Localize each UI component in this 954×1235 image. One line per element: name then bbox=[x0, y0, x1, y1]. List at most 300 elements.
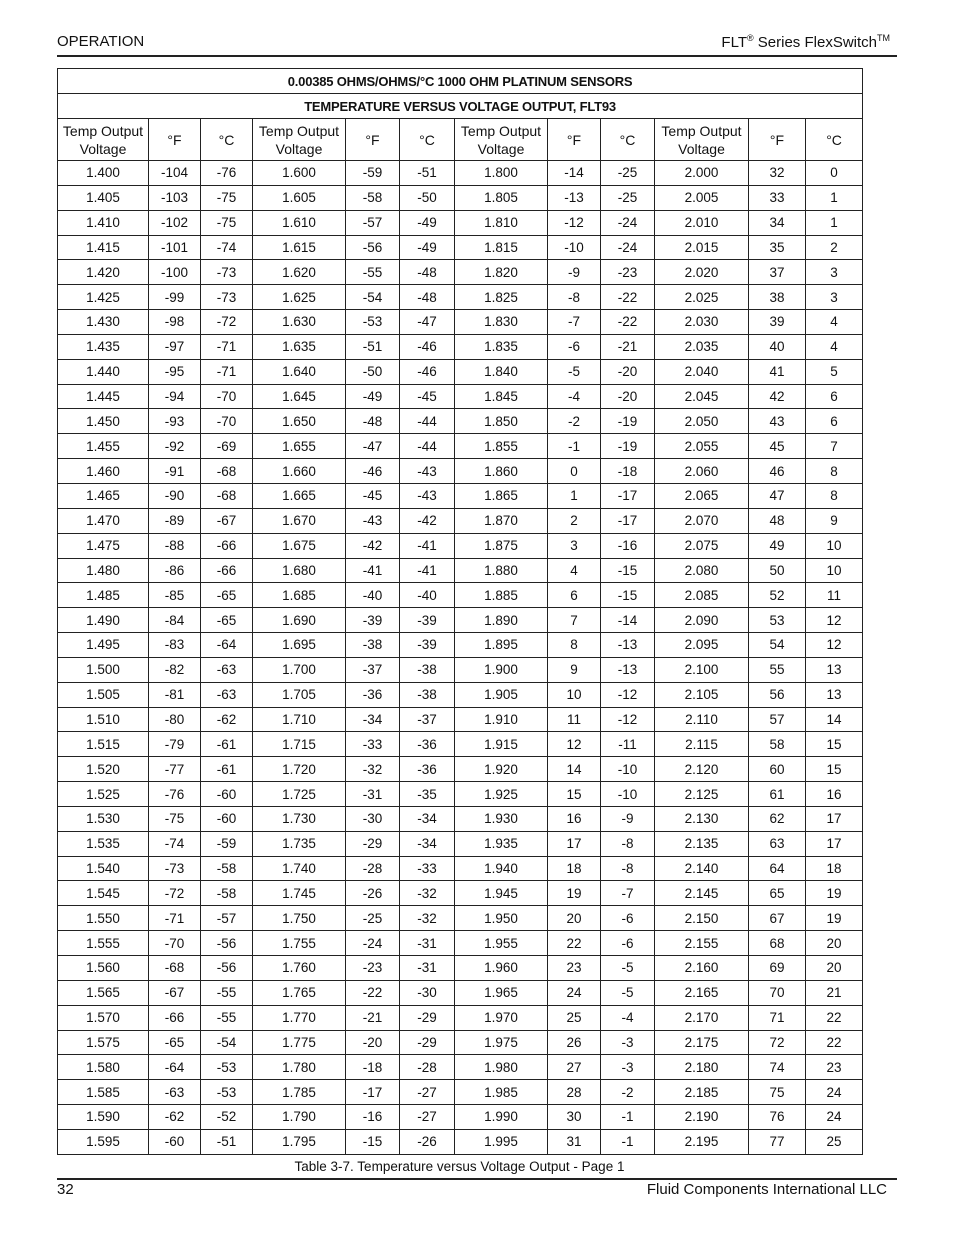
table-cell: 1.680 bbox=[253, 558, 346, 583]
table-cell: 1.900 bbox=[455, 657, 548, 682]
table-cell: -74 bbox=[149, 831, 201, 856]
table-cell: -72 bbox=[149, 881, 201, 906]
table-cell: 39 bbox=[749, 310, 806, 335]
table-cell: -68 bbox=[149, 956, 201, 981]
table-cell: 2.070 bbox=[655, 508, 749, 533]
column-header: Temp Output Voltage bbox=[655, 119, 749, 161]
table-cell: 27 bbox=[548, 1055, 601, 1080]
table-cell: -70 bbox=[201, 384, 253, 409]
table-row bbox=[58, 210, 863, 235]
table-cell: 1.925 bbox=[455, 782, 548, 807]
table-cell: -13 bbox=[601, 633, 655, 658]
table-cell: 1.590 bbox=[58, 1105, 149, 1130]
table-cell: -65 bbox=[201, 583, 253, 608]
table-cell: -42 bbox=[400, 508, 455, 533]
table-cell: -11 bbox=[601, 732, 655, 757]
table-cell: 65 bbox=[749, 881, 806, 906]
table-cell: 22 bbox=[806, 1030, 863, 1055]
table-cell: 23 bbox=[548, 956, 601, 981]
table-cell: -25 bbox=[601, 161, 655, 186]
table-row bbox=[58, 956, 863, 981]
table-cell: 1.895 bbox=[455, 633, 548, 658]
table-cell: 2.115 bbox=[655, 732, 749, 757]
table-cell: 2.015 bbox=[655, 235, 749, 260]
table-cell: 1.715 bbox=[253, 732, 346, 757]
table-cell: -92 bbox=[149, 434, 201, 459]
table-cell: -4 bbox=[548, 384, 601, 409]
table-cell: -36 bbox=[400, 732, 455, 757]
table-cell: -98 bbox=[149, 310, 201, 335]
table-cell: 4 bbox=[806, 310, 863, 335]
table-cell: -15 bbox=[346, 1129, 400, 1154]
table-row bbox=[58, 831, 863, 856]
table-title-line2: TEMPERATURE VERSUS VOLTAGE OUTPUT, FLT93 bbox=[58, 94, 863, 119]
table-cell: 2.040 bbox=[655, 359, 749, 384]
table-cell: -12 bbox=[601, 682, 655, 707]
table-cell: -55 bbox=[346, 260, 400, 285]
table-cell: 2.085 bbox=[655, 583, 749, 608]
table-cell: -51 bbox=[201, 1129, 253, 1154]
table-cell: -38 bbox=[400, 682, 455, 707]
table-cell: -50 bbox=[346, 359, 400, 384]
table-cell: 1.725 bbox=[253, 782, 346, 807]
table-cell: -46 bbox=[346, 459, 400, 484]
table-cell: 76 bbox=[749, 1105, 806, 1130]
table-cell: -95 bbox=[149, 359, 201, 384]
table-cell: 12 bbox=[806, 633, 863, 658]
table-cell: 1.970 bbox=[455, 1005, 548, 1030]
table-cell: -41 bbox=[400, 558, 455, 583]
table-cell: 1.935 bbox=[455, 831, 548, 856]
table-cell: 10 bbox=[806, 558, 863, 583]
table-cell: 1.975 bbox=[455, 1030, 548, 1055]
table-cell: 1.570 bbox=[58, 1005, 149, 1030]
table-cell: 25 bbox=[548, 1005, 601, 1030]
table-cell: 12 bbox=[806, 608, 863, 633]
table-row bbox=[58, 583, 863, 608]
table-cell: -27 bbox=[400, 1105, 455, 1130]
table-cell: 42 bbox=[749, 384, 806, 409]
table-cell: 2 bbox=[548, 508, 601, 533]
table-cell: -62 bbox=[149, 1105, 201, 1130]
table-cell: -45 bbox=[400, 384, 455, 409]
table-cell: -71 bbox=[201, 334, 253, 359]
table-cell: -70 bbox=[149, 931, 201, 956]
table-cell: -33 bbox=[400, 856, 455, 881]
table-cell: -58 bbox=[346, 185, 400, 210]
table-cell: -49 bbox=[400, 210, 455, 235]
table-row bbox=[58, 980, 863, 1005]
table-row bbox=[58, 359, 863, 384]
table-row bbox=[58, 657, 863, 682]
table-cell: 3 bbox=[548, 533, 601, 558]
table-cell: 1.640 bbox=[253, 359, 346, 384]
table-body bbox=[58, 161, 863, 1155]
table-row bbox=[58, 906, 863, 931]
temperature-voltage-table bbox=[57, 68, 863, 1155]
table-cell: -46 bbox=[400, 334, 455, 359]
table-cell: 1.995 bbox=[455, 1129, 548, 1154]
table-cell: -56 bbox=[346, 235, 400, 260]
table-cell: 21 bbox=[806, 980, 863, 1005]
table-cell: -67 bbox=[201, 508, 253, 533]
table-cell: 2.155 bbox=[655, 931, 749, 956]
table-cell: 19 bbox=[806, 906, 863, 931]
table-row bbox=[58, 334, 863, 359]
table-cell: 18 bbox=[806, 856, 863, 881]
table-cell: 71 bbox=[749, 1005, 806, 1030]
table-cell: 2.110 bbox=[655, 707, 749, 732]
table-cell: 7 bbox=[806, 434, 863, 459]
table-cell: -56 bbox=[201, 956, 253, 981]
table-cell: 2.010 bbox=[655, 210, 749, 235]
table-cell: -18 bbox=[346, 1055, 400, 1080]
table-cell: 15 bbox=[806, 757, 863, 782]
table-cell: 1.490 bbox=[58, 608, 149, 633]
table-row bbox=[58, 732, 863, 757]
table-cell: 11 bbox=[806, 583, 863, 608]
table-row bbox=[58, 1129, 863, 1154]
table-cell: -8 bbox=[601, 831, 655, 856]
table-cell: 1.960 bbox=[455, 956, 548, 981]
table-cell: 2.090 bbox=[655, 608, 749, 633]
table-cell: 63 bbox=[749, 831, 806, 856]
table-cell: -64 bbox=[149, 1055, 201, 1080]
table-cell: -17 bbox=[601, 508, 655, 533]
table-cell: -56 bbox=[201, 931, 253, 956]
table-cell: -81 bbox=[149, 682, 201, 707]
table-cell: 1.905 bbox=[455, 682, 548, 707]
table-cell: -35 bbox=[400, 782, 455, 807]
table-cell: -10 bbox=[548, 235, 601, 260]
table-cell: 2.095 bbox=[655, 633, 749, 658]
table-cell: 1.985 bbox=[455, 1080, 548, 1105]
table-cell: -94 bbox=[149, 384, 201, 409]
table-row bbox=[58, 881, 863, 906]
table-cell: 1.465 bbox=[58, 483, 149, 508]
column-header: Temp Output Voltage bbox=[455, 119, 548, 161]
table-cell: 2.005 bbox=[655, 185, 749, 210]
table-cell: 26 bbox=[548, 1030, 601, 1055]
table-cell: 20 bbox=[806, 931, 863, 956]
table-cell: -20 bbox=[601, 384, 655, 409]
table-cell: -26 bbox=[400, 1129, 455, 1154]
table-cell: -2 bbox=[601, 1080, 655, 1105]
table-cell: -15 bbox=[601, 558, 655, 583]
table-cell: 1.710 bbox=[253, 707, 346, 732]
table-row bbox=[58, 508, 863, 533]
trademark-mark: TM bbox=[877, 33, 890, 43]
table-cell: -29 bbox=[400, 1030, 455, 1055]
table-cell: -102 bbox=[149, 210, 201, 235]
table-cell: 1.450 bbox=[58, 409, 149, 434]
table-cell: 1.555 bbox=[58, 931, 149, 956]
table-cell: 48 bbox=[749, 508, 806, 533]
table-cell: 2.065 bbox=[655, 483, 749, 508]
table-cell: 19 bbox=[548, 881, 601, 906]
table-cell: 1.810 bbox=[455, 210, 548, 235]
table-cell: 1.495 bbox=[58, 633, 149, 658]
table-cell: -40 bbox=[346, 583, 400, 608]
table-cell: 1.730 bbox=[253, 806, 346, 831]
table-cell: 2 bbox=[806, 235, 863, 260]
table-cell: 1.940 bbox=[455, 856, 548, 881]
column-header-row bbox=[58, 119, 863, 161]
table-cell: -31 bbox=[400, 931, 455, 956]
table-cell: 50 bbox=[749, 558, 806, 583]
table-cell: -28 bbox=[400, 1055, 455, 1080]
table-cell: 1.865 bbox=[455, 483, 548, 508]
table-cell: -9 bbox=[601, 806, 655, 831]
table-cell: -37 bbox=[346, 657, 400, 682]
table-cell: -58 bbox=[201, 856, 253, 881]
table-row bbox=[58, 1105, 863, 1130]
table-cell: -16 bbox=[601, 533, 655, 558]
table-cell: 2.050 bbox=[655, 409, 749, 434]
table-cell: 8 bbox=[806, 483, 863, 508]
table-cell: -77 bbox=[149, 757, 201, 782]
table-cell: 2.135 bbox=[655, 831, 749, 856]
table-cell: 58 bbox=[749, 732, 806, 757]
table-cell: 1.805 bbox=[455, 185, 548, 210]
table-cell: -86 bbox=[149, 558, 201, 583]
table-row bbox=[58, 633, 863, 658]
table-cell: -33 bbox=[346, 732, 400, 757]
table-cell: 54 bbox=[749, 633, 806, 658]
table-cell: -47 bbox=[346, 434, 400, 459]
table-cell: 2.140 bbox=[655, 856, 749, 881]
table-cell: 1.835 bbox=[455, 334, 548, 359]
table-cell: -6 bbox=[548, 334, 601, 359]
table-cell: 1.400 bbox=[58, 161, 149, 186]
table-cell: -63 bbox=[201, 657, 253, 682]
section-title: OPERATION bbox=[57, 33, 145, 50]
table-cell: -5 bbox=[601, 956, 655, 981]
table-cell: -21 bbox=[346, 1005, 400, 1030]
table-cell: 16 bbox=[548, 806, 601, 831]
table-cell: 1.550 bbox=[58, 906, 149, 931]
table-cell: -90 bbox=[149, 483, 201, 508]
table-cell: -38 bbox=[346, 633, 400, 658]
table-cell: 1.665 bbox=[253, 483, 346, 508]
table-cell: 1.760 bbox=[253, 956, 346, 981]
table-cell: 14 bbox=[806, 707, 863, 732]
table-cell: -9 bbox=[548, 260, 601, 285]
table-cell: 2.035 bbox=[655, 334, 749, 359]
table-cell: 3 bbox=[806, 260, 863, 285]
table-cell: 1 bbox=[806, 210, 863, 235]
table-cell: -23 bbox=[346, 956, 400, 981]
table-cell: 4 bbox=[548, 558, 601, 583]
table-cell: -73 bbox=[201, 285, 253, 310]
table-cell: 16 bbox=[806, 782, 863, 807]
table-cell: -25 bbox=[346, 906, 400, 931]
table-cell: -41 bbox=[346, 558, 400, 583]
table-cell: 24 bbox=[548, 980, 601, 1005]
table-cell: 7 bbox=[548, 608, 601, 633]
table-cell: -69 bbox=[201, 434, 253, 459]
table-cell: -32 bbox=[400, 881, 455, 906]
table-cell: -3 bbox=[601, 1030, 655, 1055]
table-row bbox=[58, 459, 863, 484]
table-row bbox=[58, 782, 863, 807]
table-cell: -75 bbox=[201, 185, 253, 210]
table-cell: 12 bbox=[548, 732, 601, 757]
table-cell: 1.455 bbox=[58, 434, 149, 459]
table-cell: -88 bbox=[149, 533, 201, 558]
table-cell: -79 bbox=[149, 732, 201, 757]
table-cell: -12 bbox=[548, 210, 601, 235]
table-cell: -59 bbox=[201, 831, 253, 856]
table-cell: 2.180 bbox=[655, 1055, 749, 1080]
table-cell: 1.610 bbox=[253, 210, 346, 235]
table-cell: 1.815 bbox=[455, 235, 548, 260]
table-cell: 1.955 bbox=[455, 931, 548, 956]
table-cell: -8 bbox=[548, 285, 601, 310]
table-cell: 40 bbox=[749, 334, 806, 359]
table-cell: 17 bbox=[806, 831, 863, 856]
column-header: °C bbox=[400, 119, 455, 161]
table-cell: -76 bbox=[149, 782, 201, 807]
table-row bbox=[58, 1080, 863, 1105]
table-cell: -85 bbox=[149, 583, 201, 608]
table-cell: -23 bbox=[601, 260, 655, 285]
table-cell: -74 bbox=[201, 235, 253, 260]
table-cell: 1.560 bbox=[58, 956, 149, 981]
table-cell: -13 bbox=[548, 185, 601, 210]
table-cell: 1.920 bbox=[455, 757, 548, 782]
table-cell: -28 bbox=[346, 856, 400, 881]
table-cell: -43 bbox=[346, 508, 400, 533]
column-header: °F bbox=[749, 119, 806, 161]
table-cell: -39 bbox=[346, 608, 400, 633]
table-cell: 1.780 bbox=[253, 1055, 346, 1080]
table-cell: 1.775 bbox=[253, 1030, 346, 1055]
table-cell: 1.480 bbox=[58, 558, 149, 583]
table-cell: 13 bbox=[806, 682, 863, 707]
table-cell: 1.885 bbox=[455, 583, 548, 608]
table-row bbox=[58, 533, 863, 558]
table-cell: 2.175 bbox=[655, 1030, 749, 1055]
table-cell: -10 bbox=[601, 757, 655, 782]
table-cell: 1 bbox=[806, 185, 863, 210]
column-header: °C bbox=[806, 119, 863, 161]
table-cell: -53 bbox=[201, 1080, 253, 1105]
table-cell: 2.195 bbox=[655, 1129, 749, 1154]
table-cell: -49 bbox=[346, 384, 400, 409]
table-cell: -41 bbox=[400, 533, 455, 558]
table-cell: -26 bbox=[346, 881, 400, 906]
table-cell: 1.545 bbox=[58, 881, 149, 906]
table-cell: -84 bbox=[149, 608, 201, 633]
table-cell: 34 bbox=[749, 210, 806, 235]
table-row bbox=[58, 707, 863, 732]
table-row bbox=[58, 260, 863, 285]
table-cell: 1.420 bbox=[58, 260, 149, 285]
table-cell: -71 bbox=[149, 906, 201, 931]
table-cell: -34 bbox=[400, 831, 455, 856]
table-cell: -38 bbox=[400, 657, 455, 682]
table-cell: 10 bbox=[548, 682, 601, 707]
table-cell: -31 bbox=[346, 782, 400, 807]
table-cell: 17 bbox=[548, 831, 601, 856]
table-cell: -36 bbox=[400, 757, 455, 782]
table-cell: -29 bbox=[346, 831, 400, 856]
table-cell: 56 bbox=[749, 682, 806, 707]
table-cell: -40 bbox=[400, 583, 455, 608]
table-cell: 1.470 bbox=[58, 508, 149, 533]
table-cell: 1.580 bbox=[58, 1055, 149, 1080]
table-cell: 1.840 bbox=[455, 359, 548, 384]
table-cell: 1.875 bbox=[455, 533, 548, 558]
table-cell: 68 bbox=[749, 931, 806, 956]
table-cell: 1.520 bbox=[58, 757, 149, 782]
table-cell: 53 bbox=[749, 608, 806, 633]
page-number: 32 bbox=[57, 1181, 74, 1198]
table-cell: 2.075 bbox=[655, 533, 749, 558]
table-cell: -73 bbox=[149, 856, 201, 881]
table-cell: 57 bbox=[749, 707, 806, 732]
table-cell: 15 bbox=[806, 732, 863, 757]
table-row bbox=[58, 558, 863, 583]
table-cell: -76 bbox=[201, 161, 253, 186]
column-header: Temp Output Voltage bbox=[253, 119, 346, 161]
table-cell: 1.620 bbox=[253, 260, 346, 285]
table-cell: -52 bbox=[201, 1105, 253, 1130]
table-cell: -39 bbox=[400, 608, 455, 633]
table-cell: 1.720 bbox=[253, 757, 346, 782]
table-cell: 1.890 bbox=[455, 608, 548, 633]
table-cell: -60 bbox=[149, 1129, 201, 1154]
table-cell: 62 bbox=[749, 806, 806, 831]
table-cell: 2.025 bbox=[655, 285, 749, 310]
table-cell: 1.755 bbox=[253, 931, 346, 956]
table-caption: Table 3-7. Temperature versus Voltage Output - Page 1 bbox=[294, 1159, 625, 1174]
table-cell: 1.790 bbox=[253, 1105, 346, 1130]
table-cell: -55 bbox=[201, 1005, 253, 1030]
table-cell: -61 bbox=[201, 757, 253, 782]
table-cell: 1.505 bbox=[58, 682, 149, 707]
table-cell: 1.615 bbox=[253, 235, 346, 260]
table-cell: -14 bbox=[601, 608, 655, 633]
table-cell: 2.100 bbox=[655, 657, 749, 682]
table-cell: -75 bbox=[201, 210, 253, 235]
table-row bbox=[58, 161, 863, 186]
table-cell: 60 bbox=[749, 757, 806, 782]
table-cell: -47 bbox=[400, 310, 455, 335]
table-cell: -4 bbox=[601, 1005, 655, 1030]
table-cell: -15 bbox=[601, 583, 655, 608]
table-cell: 1.600 bbox=[253, 161, 346, 186]
table-cell: -22 bbox=[346, 980, 400, 1005]
table-cell: 2.055 bbox=[655, 434, 749, 459]
table-row bbox=[58, 310, 863, 335]
table-cell: 1.635 bbox=[253, 334, 346, 359]
table-cell: 2.120 bbox=[655, 757, 749, 782]
table-cell: 1.910 bbox=[455, 707, 548, 732]
table-row bbox=[58, 235, 863, 260]
table-cell: 31 bbox=[548, 1129, 601, 1154]
table-cell: -73 bbox=[201, 260, 253, 285]
column-header: °F bbox=[548, 119, 601, 161]
table-cell: 13 bbox=[806, 657, 863, 682]
table-cell: -39 bbox=[400, 633, 455, 658]
table-cell: 14 bbox=[548, 757, 601, 782]
table-cell: 24 bbox=[806, 1105, 863, 1130]
table-cell: -20 bbox=[601, 359, 655, 384]
table-cell: 0 bbox=[548, 459, 601, 484]
table-cell: 2.150 bbox=[655, 906, 749, 931]
